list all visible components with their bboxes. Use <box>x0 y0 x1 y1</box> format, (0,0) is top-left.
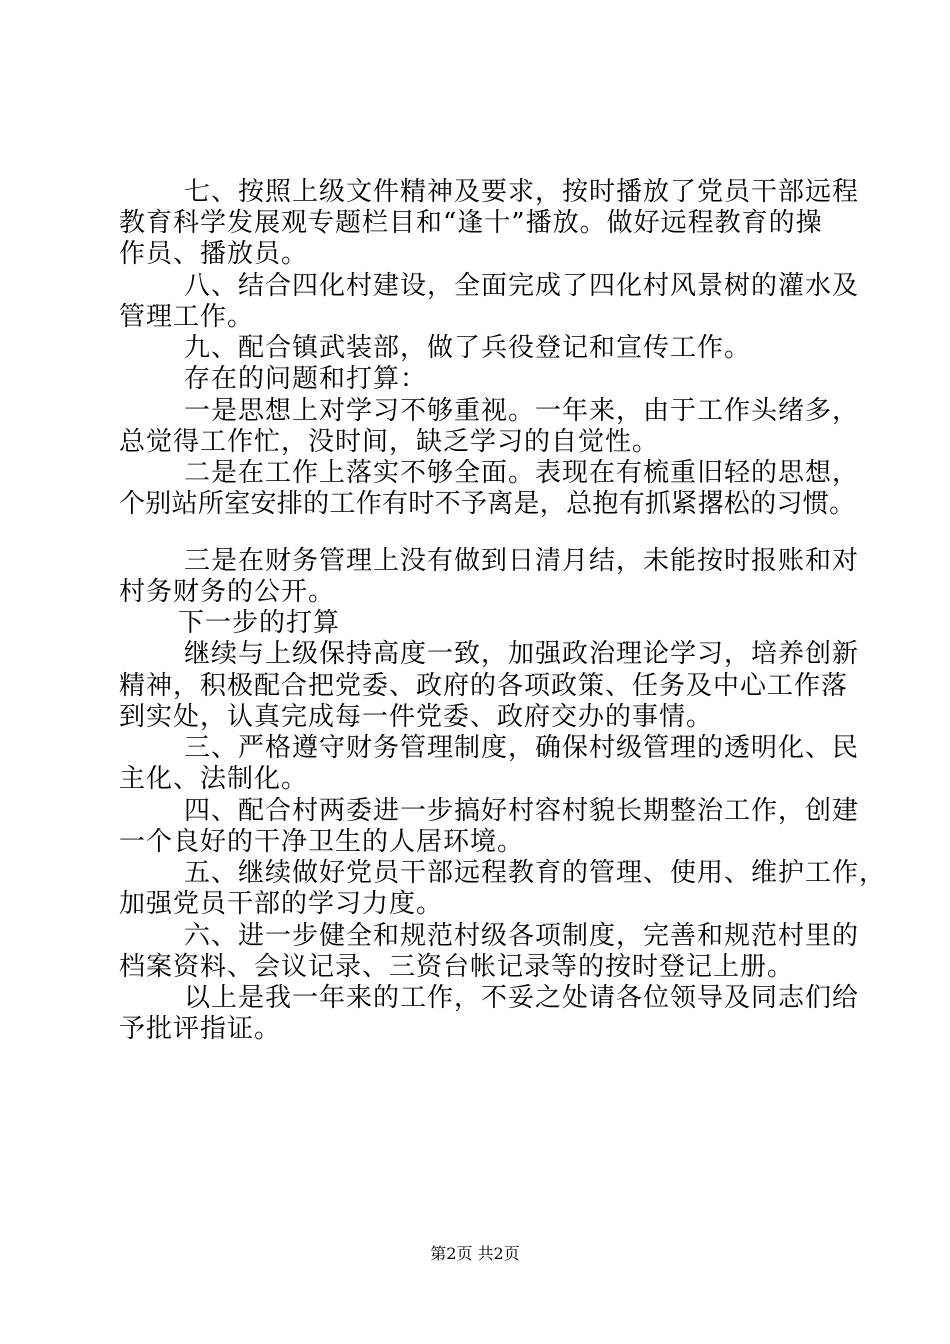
paragraph-line: 九、配合镇武装部，做了兵役登记和宣传工作。 <box>184 333 752 363</box>
page-number-footer: 第2页 共2页 <box>430 1244 520 1263</box>
paragraph-line: 五、继续做好党员干部远程教育的管理、使用、维护工作， <box>184 858 887 888</box>
paragraph-line: 加强党员干部的学习力度。 <box>119 889 444 919</box>
paragraph-line: 主化、法制化。 <box>119 764 309 794</box>
paragraph-line: 六、进一步健全和规范村级各项制度，完善和规范村里的 <box>184 921 860 951</box>
paragraph-line: 管理工作。 <box>119 302 255 332</box>
paragraph-line: 七、按照上级文件精神及要求，按时播放了党员干部远程 <box>184 177 860 207</box>
paragraph-line: 予批评指证。 <box>119 1014 282 1044</box>
paragraph-line: 四、配合村两委进一步搞好村容村貌长期整治工作，创建 <box>184 796 860 826</box>
paragraph-line: 村务财务的公开。 <box>119 577 336 607</box>
paragraph-line: 教育科学发展观专题栏目和“逢十”播放。做好远程教育的操 <box>119 208 823 238</box>
paragraph-line: 个别站所室安排的工作有时不予离是，总抱有抓紧撂松的习惯。 <box>119 489 856 519</box>
paragraph-line: 二是在工作上落实不够全面。表现在有梳重旧轻的思想， <box>184 458 860 488</box>
paragraph-line: 作员、播放员。 <box>119 239 309 269</box>
paragraph-line: 一个良好的干净卫生的人居环境。 <box>119 827 525 857</box>
paragraph-line: 档案资料、会议记录、三资台帐记录等的按时登记上册。 <box>119 952 795 982</box>
paragraph-line: 以上是我一年来的工作，不妥之处请各位领导及同志们给 <box>184 983 860 1013</box>
paragraph-line: 总觉得工作忙，没时间，缺乏学习的自觉性。 <box>119 427 660 457</box>
paragraph-line: 继续与上级保持高度一致，加强政治理论学习，培养创新 <box>184 639 860 669</box>
section-heading: 下一步的打算 <box>178 608 341 638</box>
section-heading: 存在的问题和打算： <box>184 364 428 394</box>
paragraph-line: 三是在财务管理上没有做到日清月结，未能按时报账和对 <box>184 546 860 576</box>
paragraph-line: 精神，积极配合把党委、政府的各项政策、任务及中心工作落 <box>119 671 849 701</box>
paragraph-line: 到实处，认真完成每一件党委、政府交办的事情。 <box>119 702 714 732</box>
paragraph-line: 八、结合四化村建设，全面完成了四化村风景树的灌水及 <box>184 271 860 301</box>
paragraph-line: 一是思想上对学习不够重视。一年来，由于工作头绪多， <box>184 396 860 426</box>
paragraph-line: 三、严格遵守财务管理制度，确保村级管理的透明化、民 <box>184 733 860 763</box>
